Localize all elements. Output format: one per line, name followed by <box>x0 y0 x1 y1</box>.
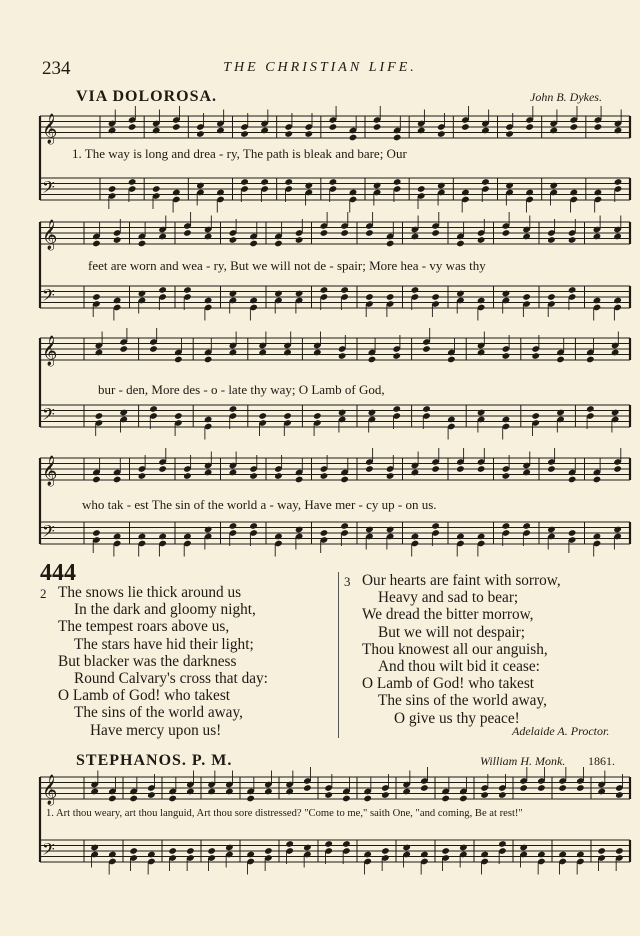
note-head <box>92 476 101 484</box>
note-head <box>386 526 395 534</box>
note-head <box>204 233 213 241</box>
note-head <box>158 533 167 541</box>
note-head <box>113 297 122 305</box>
note-head <box>284 130 293 138</box>
note-head <box>549 182 558 190</box>
note-head <box>447 356 456 364</box>
note-head <box>349 134 358 142</box>
note-head <box>456 240 465 248</box>
note-head <box>594 189 603 197</box>
page-number: 234 <box>42 58 71 79</box>
note-head <box>402 788 411 796</box>
note-head <box>260 178 269 186</box>
note-head <box>304 130 313 138</box>
note-head <box>614 178 623 186</box>
note-head <box>295 476 304 484</box>
verse-3-line: Thou knowest all our anguish, <box>362 640 548 658</box>
note-head <box>613 233 622 241</box>
note-head <box>225 788 234 796</box>
note-head <box>108 795 117 803</box>
note-head <box>593 476 602 484</box>
note-head <box>615 791 624 799</box>
hymn-author: Adelaide A. Proctor. <box>512 724 610 738</box>
note-head <box>522 293 531 301</box>
note-head <box>502 416 511 424</box>
note-head <box>531 352 540 360</box>
note-head <box>456 290 465 298</box>
note-head <box>576 784 585 792</box>
note-head <box>502 472 511 480</box>
note-head <box>320 229 329 237</box>
note-head <box>392 405 401 413</box>
bass-clef: 𝄢 <box>42 285 55 309</box>
note-head <box>152 127 161 135</box>
note-head <box>373 182 382 190</box>
verse-3-line: But we will not despair; <box>378 623 526 641</box>
note-head <box>522 233 531 241</box>
note-head <box>92 293 101 301</box>
note-head <box>502 290 511 298</box>
note-head <box>340 229 349 237</box>
note-head <box>196 182 205 190</box>
note-head <box>431 293 440 301</box>
note-head <box>447 416 456 424</box>
note-head <box>502 229 511 237</box>
note-head <box>417 185 426 193</box>
note-head <box>204 416 213 424</box>
note-head <box>258 412 267 420</box>
note-head <box>92 240 101 248</box>
note-head <box>373 123 382 131</box>
note-head <box>152 185 161 193</box>
note-head <box>480 791 489 799</box>
note-head <box>196 130 205 138</box>
note-head <box>313 412 322 420</box>
note-head <box>207 788 216 796</box>
note-head <box>411 286 420 294</box>
note-head <box>207 847 216 855</box>
bass-clef: 𝄢 <box>42 177 55 201</box>
note-head <box>229 290 238 298</box>
note-head <box>168 795 177 803</box>
note-head <box>368 356 377 364</box>
lyric-line-4: who tak - est The sin of the world a - way, Have mer - cy up - on us. <box>82 497 437 512</box>
note-head <box>411 469 420 477</box>
note-head <box>295 236 304 244</box>
verse-2-line: The sins of the world away, <box>74 704 243 722</box>
note-head <box>338 409 347 417</box>
note-head <box>576 851 585 859</box>
treble-clef: 𝄞 <box>42 220 58 250</box>
verse-2-line: The tempest roars above us, <box>58 618 230 636</box>
note-head <box>338 352 347 360</box>
note-head <box>556 409 565 417</box>
note-head <box>249 522 258 530</box>
note-head <box>441 795 450 803</box>
note-head <box>411 533 420 541</box>
note-head <box>90 788 99 796</box>
note-head <box>340 476 349 484</box>
note-head <box>381 791 390 799</box>
note-head <box>615 847 624 855</box>
verse-2-number: 2 <box>40 586 47 601</box>
note-head <box>531 412 540 420</box>
note-head <box>537 851 546 859</box>
note-head <box>324 791 333 799</box>
note-head <box>568 476 577 484</box>
note-head <box>613 465 622 473</box>
note-head <box>183 229 192 237</box>
note-head <box>568 286 577 294</box>
note-head <box>417 127 426 135</box>
note-head <box>186 788 195 796</box>
note-head <box>342 795 351 803</box>
note-head <box>249 240 258 248</box>
note-head <box>216 189 225 197</box>
note-head <box>149 405 158 413</box>
lyric-line-stephanos: 1. Art thou weary, art thou languid, Art thou sore distressed? "Come to me," saith One, "and coming, Be at rest!" <box>46 808 523 819</box>
note-head <box>283 412 292 420</box>
tune-name-via-dolorosa: VIA DOLOROSA. <box>76 88 218 105</box>
note-head <box>249 297 258 305</box>
note-head <box>108 127 117 135</box>
note-head <box>593 533 602 541</box>
note-head <box>431 465 440 473</box>
verse-2-line: The stars have hid their light; <box>74 635 254 653</box>
verse-2-line: O Lamb of God! who takest <box>58 687 231 705</box>
verse-2-line: Have mercy upon us! <box>90 721 222 739</box>
note-head <box>402 844 411 852</box>
note-head <box>365 465 374 473</box>
lyric-line-3: bur - den, More des - o - late thy way; O Lamb of God, <box>98 382 385 397</box>
note-head <box>569 123 578 131</box>
note-head <box>204 469 213 477</box>
note-head <box>480 851 489 859</box>
verse-2-line: In the dark and gloomy night, <box>74 601 256 619</box>
note-head <box>240 130 249 138</box>
note-head <box>547 236 556 244</box>
note-head <box>119 345 128 353</box>
note-head <box>461 123 470 131</box>
note-head <box>295 526 304 534</box>
note-head <box>183 533 192 541</box>
note-head <box>477 533 486 541</box>
note-head <box>558 851 567 859</box>
note-head <box>363 795 372 803</box>
bass-clef: 𝄢 <box>42 839 55 863</box>
note-head <box>113 533 122 541</box>
verse-3-line: The sins of the world away, <box>378 692 547 710</box>
note-head <box>386 293 395 301</box>
note-head <box>320 472 329 480</box>
note-head <box>519 784 528 792</box>
treble-clef: 𝄞 <box>42 456 58 486</box>
note-head <box>505 182 514 190</box>
running-title: THE CHRISTIAN LIFE. <box>223 60 417 75</box>
note-head <box>456 533 465 541</box>
treble-clef: 𝄞 <box>42 336 58 366</box>
note-head <box>422 405 431 413</box>
bass-clef: 𝄢 <box>42 404 55 428</box>
note-head <box>477 236 486 244</box>
note-head <box>386 472 395 480</box>
note-head <box>613 526 622 534</box>
note-head <box>264 788 273 796</box>
note-head <box>568 529 577 537</box>
note-head <box>411 233 420 241</box>
note-head <box>594 123 603 131</box>
note-head <box>525 123 534 131</box>
note-head <box>90 844 99 852</box>
note-head <box>502 352 511 360</box>
note-head <box>456 465 465 473</box>
note-head <box>368 409 377 417</box>
note-head <box>285 788 294 796</box>
note-head <box>593 233 602 241</box>
note-head <box>147 851 156 859</box>
note-head <box>260 127 269 135</box>
note-head <box>459 795 468 803</box>
note-head <box>216 127 225 135</box>
note-head <box>558 784 567 792</box>
note-head <box>95 412 104 420</box>
note-head <box>498 791 507 799</box>
note-head <box>303 844 312 852</box>
hymn-number: 444 <box>40 560 76 586</box>
note-head <box>481 178 490 186</box>
note-head <box>229 522 238 530</box>
lyric-line-1: 1. The way is long and drea - ry, The path is bleak and bare; Our <box>72 146 407 161</box>
note-head <box>95 349 104 357</box>
note-head <box>329 178 338 186</box>
note-head <box>172 189 181 197</box>
verse-2-line: The snows lie thick around us <box>58 584 242 601</box>
note-head <box>304 182 313 190</box>
note-head <box>225 844 234 852</box>
note-head <box>386 240 395 248</box>
note-head <box>295 290 304 298</box>
verse-3-line: Heavy and sad to bear; <box>378 589 519 607</box>
note-head <box>128 123 137 131</box>
verse-3-number: 3 <box>344 574 351 589</box>
verse-3-line: O Lamb of God! who takest <box>362 675 535 693</box>
note-head <box>274 290 283 298</box>
note-head <box>108 185 117 193</box>
verse-3 <box>344 572 561 727</box>
note-head <box>569 189 578 197</box>
treble-clef: 𝄞 <box>42 775 58 805</box>
note-head <box>138 240 147 248</box>
note-head <box>593 297 602 305</box>
note-head <box>204 526 213 534</box>
note-head <box>586 405 595 413</box>
note-head <box>547 465 556 473</box>
note-head <box>246 851 255 859</box>
note-head <box>158 233 167 241</box>
note-head <box>283 349 292 357</box>
note-head <box>204 356 213 364</box>
bass-clef: 𝄢 <box>42 521 55 545</box>
note-head <box>547 526 556 534</box>
note-head <box>522 522 531 530</box>
composer-dykes: John B. Dykes. <box>530 90 602 104</box>
note-head <box>420 784 429 792</box>
note-head <box>274 533 283 541</box>
note-head <box>284 178 293 186</box>
note-head <box>204 297 213 305</box>
note-head <box>547 293 556 301</box>
note-head <box>174 356 183 364</box>
note-head <box>481 127 490 135</box>
note-head <box>313 349 322 357</box>
note-head <box>477 297 486 305</box>
verse-divider <box>338 572 339 738</box>
note-head <box>502 522 511 530</box>
lyric-line-2: feet are worn and wea - ry, But we will not de - spair; More hea - vy was thy <box>88 258 486 273</box>
note-head <box>519 844 528 852</box>
note-head <box>229 349 238 357</box>
note-head <box>549 127 558 135</box>
note-head <box>285 840 294 848</box>
treble-clef: 𝄞 <box>42 114 58 144</box>
note-head <box>108 851 117 859</box>
note-head <box>393 134 402 142</box>
note-head <box>274 472 283 480</box>
note-head <box>240 178 249 186</box>
note-head <box>349 189 358 197</box>
note-head <box>274 240 283 248</box>
note-head <box>556 356 565 364</box>
note-head <box>92 529 101 537</box>
note-head <box>320 286 329 294</box>
note-head <box>459 844 468 852</box>
note-head <box>611 349 620 357</box>
note-head <box>249 472 258 480</box>
verse-3-line: And thou wilt bid it cease: <box>378 658 540 676</box>
note-head <box>168 847 177 855</box>
note-head <box>422 345 431 353</box>
note-head <box>138 533 147 541</box>
note-head <box>537 784 546 792</box>
note-head <box>437 130 446 138</box>
verse-3-line: Our hearts are faint with sorrow, <box>362 572 561 589</box>
note-head <box>477 465 486 473</box>
note-head <box>340 286 349 294</box>
note-head <box>498 840 507 848</box>
note-head <box>477 409 486 417</box>
note-head <box>342 840 351 848</box>
note-head <box>393 178 402 186</box>
note-head <box>505 130 514 138</box>
note-head <box>138 472 147 480</box>
verse-3-line: O give us thy peace! <box>394 709 520 727</box>
note-head <box>597 788 606 796</box>
note-head <box>246 795 255 803</box>
verse-3-line: We dread the bitter morrow, <box>362 606 534 624</box>
note-head <box>229 236 238 244</box>
note-head <box>437 182 446 190</box>
note-head <box>183 286 192 294</box>
note-head <box>614 127 623 135</box>
note-head <box>420 851 429 859</box>
note-head <box>174 412 183 420</box>
note-head <box>461 189 470 197</box>
note-head <box>229 469 238 477</box>
note-head <box>128 178 137 186</box>
note-head <box>324 840 333 848</box>
note-head <box>392 352 401 360</box>
note-head <box>129 847 138 855</box>
note-head <box>431 229 440 237</box>
note-head <box>477 349 486 357</box>
note-head <box>186 847 195 855</box>
note-head <box>365 229 374 237</box>
note-head <box>365 293 374 301</box>
note-head <box>365 526 374 534</box>
note-head <box>129 795 138 803</box>
verse-2 <box>40 584 268 739</box>
note-head <box>522 469 531 477</box>
tune-name-stephanos: STEPHANOS. P. M. <box>76 752 233 769</box>
note-head <box>303 784 312 792</box>
verse-2-line: Round Calvary's cross that day: <box>74 670 268 688</box>
note-head <box>147 791 156 799</box>
note-head <box>431 522 440 530</box>
note-head <box>568 236 577 244</box>
note-head <box>320 529 329 537</box>
note-head <box>525 189 534 197</box>
composer-year: 1861. <box>588 754 615 768</box>
note-head <box>441 847 450 855</box>
note-head <box>340 522 349 530</box>
note-head <box>138 290 147 298</box>
note-head <box>149 345 158 353</box>
note-head <box>158 465 167 473</box>
note-head <box>172 123 181 131</box>
note-head <box>158 286 167 294</box>
note-head <box>264 847 273 855</box>
note-head <box>363 851 372 859</box>
note-head <box>119 409 128 417</box>
note-head <box>381 847 390 855</box>
note-head <box>113 236 122 244</box>
note-head <box>586 356 595 364</box>
verse-2-line: But blacker was the darkness <box>58 652 237 670</box>
note-head <box>613 297 622 305</box>
note-head <box>113 476 122 484</box>
note-head <box>183 472 192 480</box>
note-head <box>258 349 267 357</box>
note-head <box>229 405 238 413</box>
note-head <box>597 847 606 855</box>
composer-monk: William H. Monk. <box>480 754 566 768</box>
note-head <box>611 409 620 417</box>
note-head <box>329 123 338 131</box>
